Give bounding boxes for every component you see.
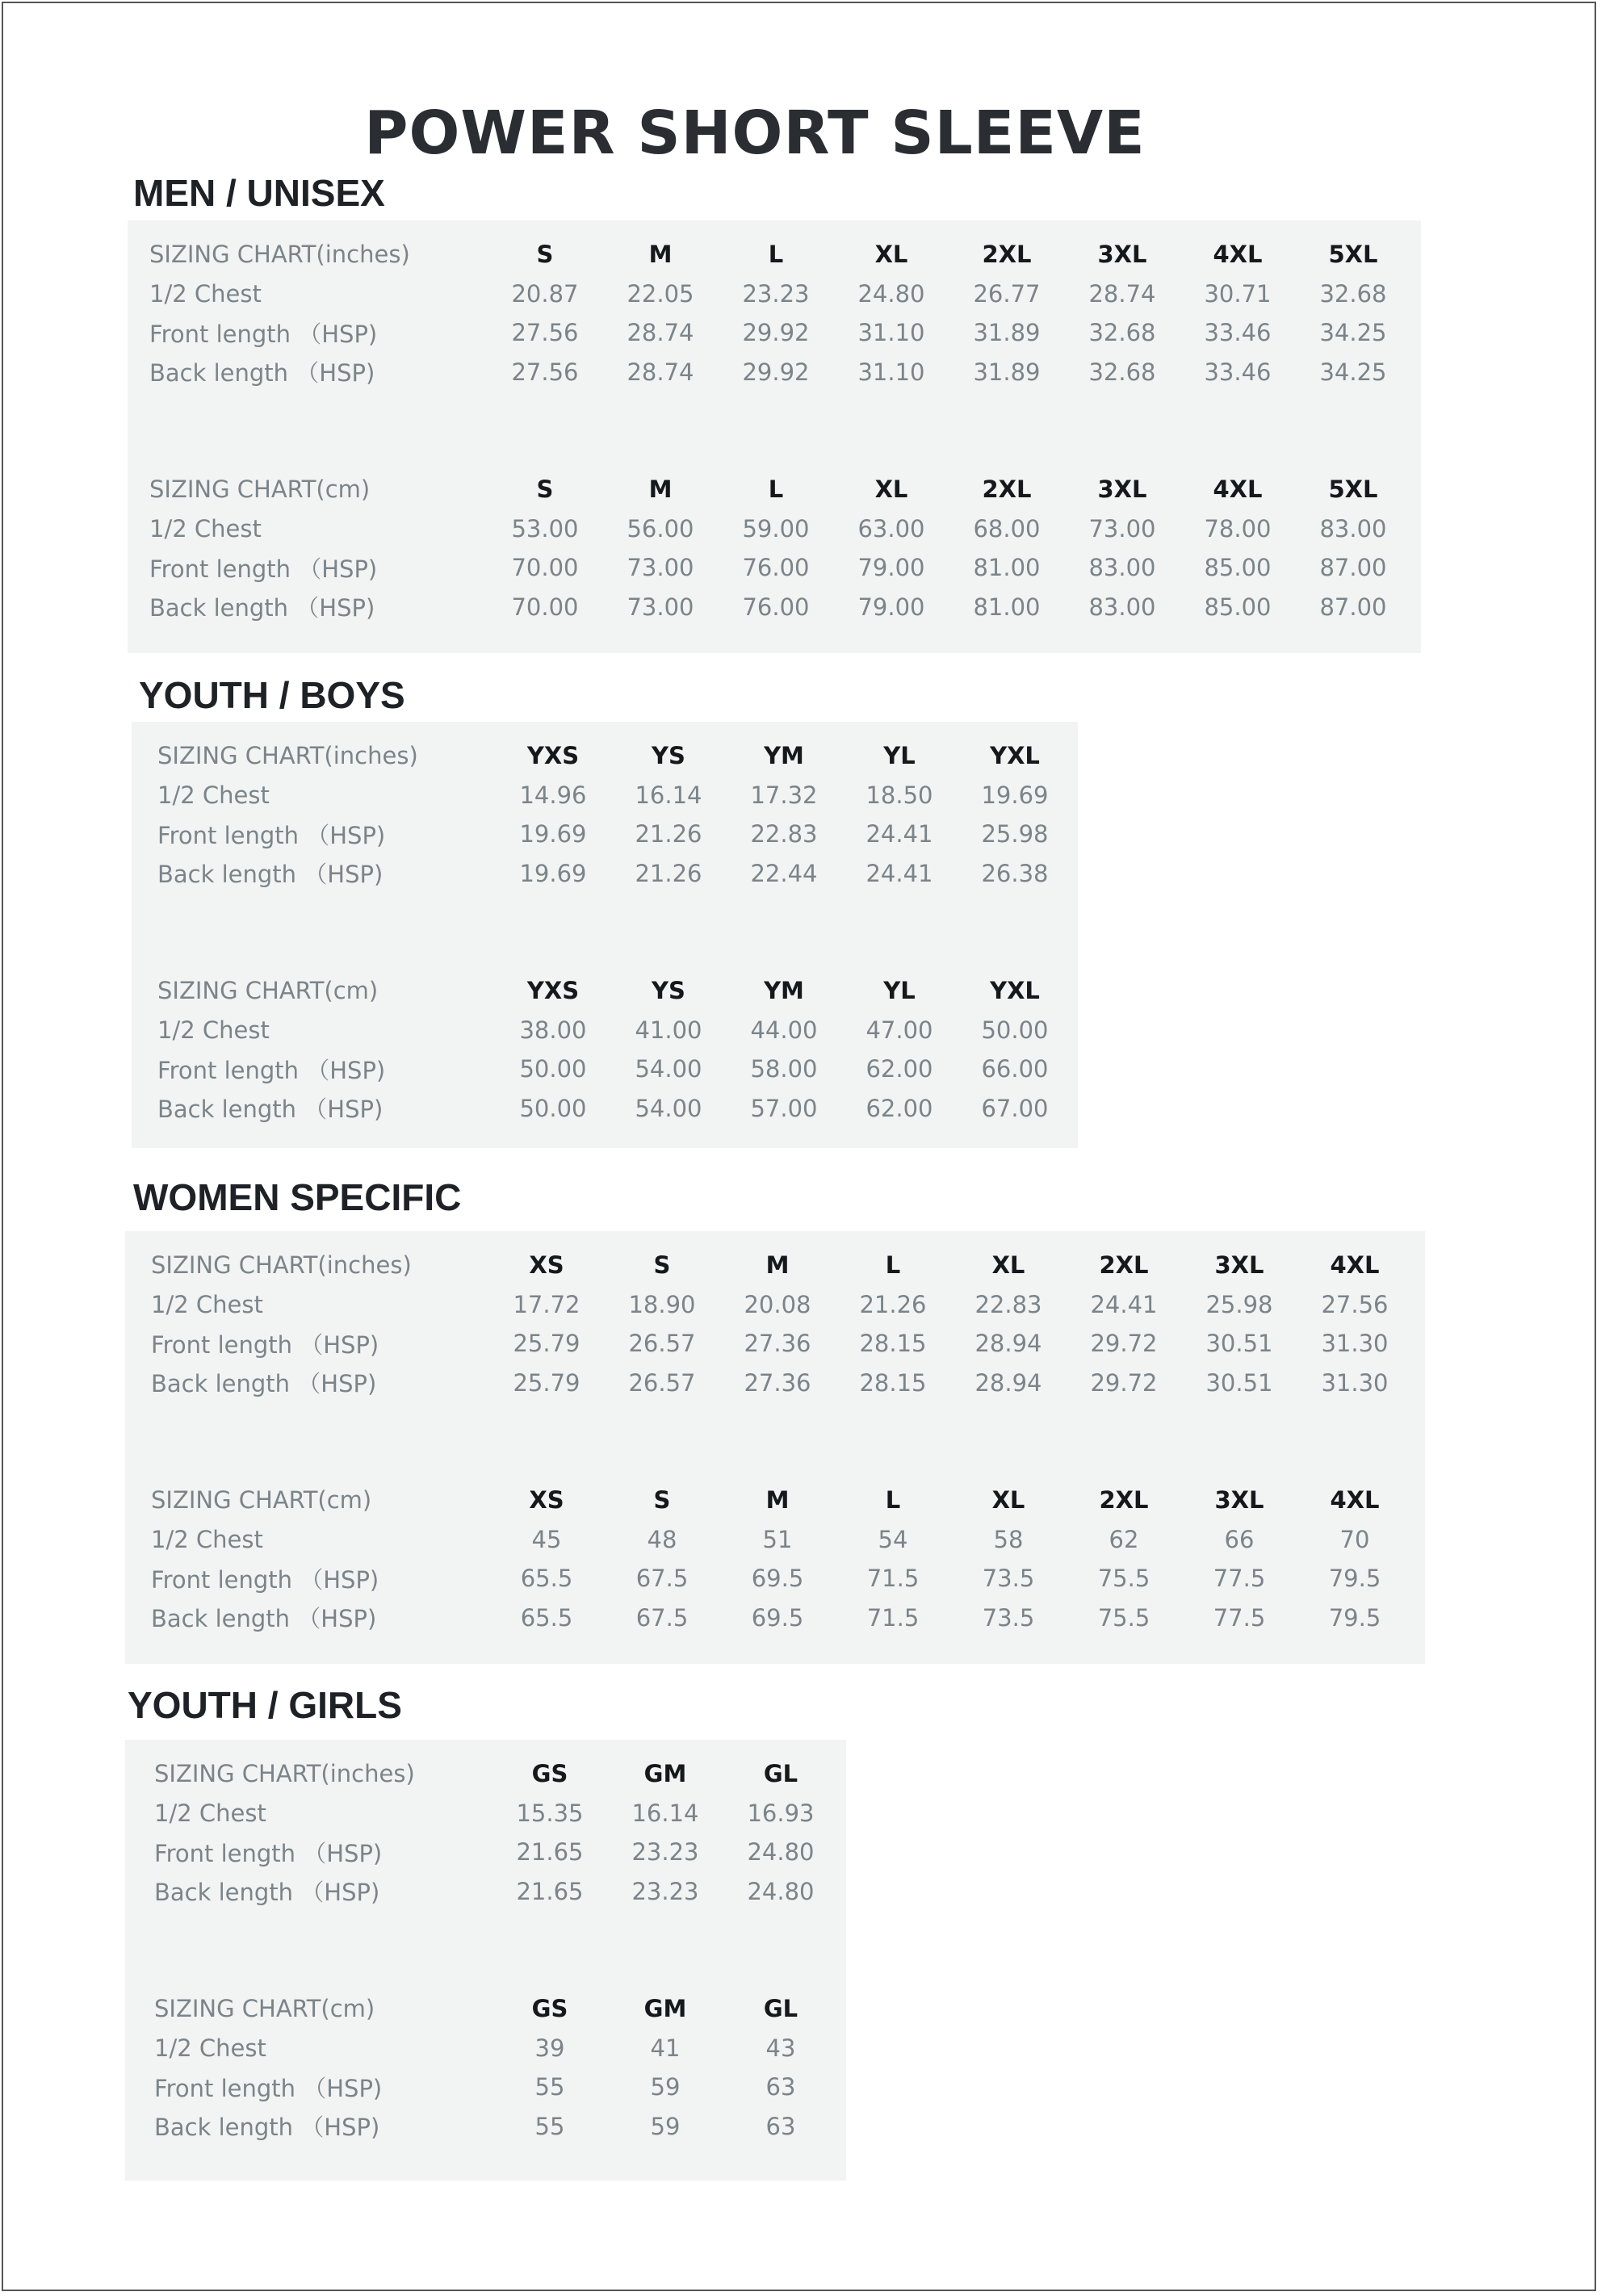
measurement-value: 27.56 [511, 319, 579, 347]
measurement-value: 78.00 [1204, 514, 1272, 543]
measurement-value: 26.57 [628, 1330, 696, 1358]
measurement-value: 62 [1109, 1525, 1139, 1553]
women-specific-heading: WOMEN SPECIFIC [133, 1176, 462, 1218]
measurement-value: 22.05 [627, 279, 694, 308]
measurement-label: Front length （HSP) [149, 320, 378, 348]
measurement-label: Front length （HSP) [157, 1056, 386, 1084]
measurement-value: 21.26 [859, 1290, 927, 1318]
measurement-value: 67.5 [635, 1603, 689, 1632]
measurement-value: 28.94 [974, 1368, 1042, 1397]
size-column-header: 3XL [1097, 241, 1147, 269]
measurement-value: 29.72 [1090, 1368, 1158, 1397]
measurement-value: 69.5 [751, 1603, 804, 1632]
sizing-chart-header: SIZING CHART(inches) [154, 1760, 415, 1788]
measurement-value: 51 [762, 1525, 793, 1553]
table-header-row [151, 1481, 1413, 1520]
measurement-value: 25.98 [981, 820, 1049, 848]
sizing-chart-header: SIZING CHART(cm) [154, 1995, 375, 2023]
measurement-label: Front length （HSP) [151, 1565, 379, 1594]
measurement-value: 85.00 [1204, 593, 1272, 621]
measurement-value: 73.00 [627, 593, 694, 621]
table-row [151, 1285, 1413, 1325]
youth-boys-inches-table [157, 736, 1073, 893]
measurement-value: 73.5 [982, 1565, 1035, 1593]
size-column-header: S [653, 1251, 671, 1280]
measurement-value: 16.14 [631, 1799, 699, 1827]
measurement-value: 83.00 [1088, 593, 1156, 621]
measurement-value: 79.00 [857, 593, 925, 621]
size-column-header: 2XL [982, 241, 1032, 269]
measurement-label: 1/2 Chest [151, 1290, 263, 1318]
size-column-header: YL [883, 977, 916, 1005]
size-column-header: XL [874, 241, 908, 269]
sizing-chart-header: SIZING CHART(inches) [157, 742, 418, 770]
measurement-value: 22.83 [974, 1290, 1042, 1318]
table-row [151, 1520, 1413, 1560]
measurement-label: Back length （HSP) [154, 2114, 380, 2142]
size-column-header: 5XL [1328, 241, 1378, 269]
size-column-header: M [765, 1251, 790, 1280]
page-title: POWER SHORT SLEEVE [364, 98, 1146, 168]
table-row [154, 2029, 839, 2068]
table-row [157, 815, 1073, 854]
measurement-label: Back length （HSP) [157, 861, 383, 889]
measurement-value: 67.5 [635, 1565, 689, 1593]
measurement-value: 50.00 [519, 1055, 587, 1083]
men-unisex-heading: MEN / UNISEX [133, 172, 385, 214]
measurement-value: 16.93 [747, 1799, 815, 1827]
measurement-value: 19.69 [519, 859, 587, 887]
measurement-value: 66.00 [981, 1055, 1049, 1083]
measurement-label: Front length （HSP) [154, 1839, 383, 1867]
measurement-value: 44.00 [750, 1016, 818, 1044]
measurement-value: 26.77 [973, 279, 1041, 308]
measurement-value: 23.23 [631, 1877, 699, 1905]
measurement-value: 75.5 [1097, 1565, 1150, 1593]
size-column-header: XL [991, 1251, 1025, 1280]
table-row [149, 509, 1411, 549]
table-row [149, 353, 1411, 392]
youth-boys-cm-table [157, 971, 1073, 1128]
table-row [154, 2107, 839, 2147]
measurement-value: 54 [878, 1525, 908, 1553]
size-column-header: 3XL [1214, 1486, 1264, 1515]
measurement-value: 79.5 [1328, 1603, 1381, 1632]
sizing-chart-header: SIZING CHART(inches) [149, 241, 410, 269]
size-column-header: 4XL [1213, 476, 1263, 504]
measurement-value: 21.65 [516, 1877, 584, 1905]
measurement-value: 31.30 [1321, 1368, 1389, 1397]
measurement-value: 58.00 [750, 1055, 818, 1083]
table-row [157, 776, 1073, 815]
measurement-value: 73.00 [627, 554, 694, 582]
measurement-value: 34.25 [1319, 319, 1387, 347]
measurement-value: 28.15 [859, 1330, 927, 1358]
measurement-value: 70 [1339, 1525, 1370, 1553]
measurement-value: 68.00 [973, 514, 1041, 543]
size-column-header: 4XL [1330, 1486, 1380, 1515]
size-column-header: M [648, 241, 673, 269]
measurement-value: 23.23 [631, 1838, 699, 1867]
measurement-value: 29.92 [742, 319, 810, 347]
measurement-value: 76.00 [742, 554, 810, 582]
measurement-value: 31.10 [857, 319, 925, 347]
measurement-value: 27.56 [511, 358, 579, 386]
measurement-label: 1/2 Chest [157, 1016, 270, 1044]
size-column-header: 4XL [1213, 241, 1263, 269]
table-header-row [154, 1754, 839, 1794]
measurement-value: 27.36 [744, 1368, 811, 1397]
measurement-value: 70.00 [511, 554, 579, 582]
measurement-value: 76.00 [742, 593, 810, 621]
size-column-header: YXS [526, 977, 580, 1005]
measurement-value: 33.46 [1204, 358, 1272, 386]
measurement-value: 71.5 [866, 1565, 920, 1593]
measurement-value: 20.08 [744, 1290, 811, 1318]
measurement-value: 83.00 [1088, 554, 1156, 582]
measurement-value: 75.5 [1097, 1603, 1150, 1632]
size-column-header: M [648, 476, 673, 504]
measurement-value: 14.96 [519, 781, 587, 809]
measurement-value: 29.92 [742, 358, 810, 386]
table-row [157, 1089, 1073, 1129]
size-column-header: YM [764, 977, 804, 1005]
measurement-value: 22.44 [750, 859, 818, 887]
measurement-label: 1/2 Chest [151, 1525, 263, 1553]
measurement-value: 30.51 [1205, 1368, 1273, 1397]
measurement-value: 31.89 [973, 319, 1041, 347]
measurement-value: 81.00 [973, 554, 1041, 582]
measurement-value: 79.00 [857, 554, 925, 582]
measurement-value: 18.50 [865, 781, 933, 809]
size-column-header: YM [764, 742, 804, 770]
measurement-value: 31.89 [973, 358, 1041, 386]
measurement-value: 26.38 [981, 859, 1049, 887]
measurement-value: 73.00 [1088, 514, 1156, 543]
table-row [157, 1011, 1073, 1050]
table-row [151, 1364, 1413, 1403]
measurement-value: 28.15 [859, 1368, 927, 1397]
size-column-header: YS [652, 977, 685, 1005]
youth-girls-heading: YOUTH / GIRLS [128, 1684, 402, 1726]
table-row [157, 1050, 1073, 1089]
measurement-value: 15.35 [516, 1799, 584, 1827]
measurement-value: 41.00 [635, 1016, 702, 1044]
table-header-row [149, 470, 1411, 509]
size-column-header: GM [643, 1760, 687, 1788]
size-column-header: S [536, 241, 554, 269]
women-specific-inches-table [151, 1246, 1413, 1402]
table-row [151, 1598, 1413, 1638]
size-column-header: L [885, 1486, 901, 1515]
youth-girls-cm-table [154, 1989, 839, 2146]
size-column-header: GS [531, 1760, 568, 1788]
table-header-row [149, 235, 1411, 274]
measurement-label: Front length （HSP) [154, 2074, 383, 2102]
measurement-value: 77.5 [1213, 1565, 1266, 1593]
measurement-label: Front length （HSP) [151, 1330, 379, 1359]
measurement-value: 19.69 [981, 781, 1049, 809]
table-row [149, 588, 1411, 627]
measurement-value: 48 [647, 1525, 677, 1553]
measurement-value: 69.5 [751, 1565, 804, 1593]
measurement-value: 71.5 [866, 1603, 920, 1632]
measurement-value: 79.5 [1328, 1565, 1381, 1593]
measurement-value: 30.51 [1205, 1330, 1273, 1358]
size-column-header: YXL [990, 742, 1040, 770]
measurement-value: 57.00 [750, 1094, 818, 1122]
measurement-label: 1/2 Chest [149, 514, 262, 543]
table-row [151, 1559, 1413, 1598]
measurement-value: 31.10 [857, 358, 925, 386]
measurement-value: 17.32 [750, 781, 818, 809]
size-column-header: YL [883, 742, 916, 770]
measurement-value: 62.00 [865, 1094, 933, 1122]
measurement-value: 63 [765, 2073, 796, 2101]
measurement-label: 1/2 Chest [149, 279, 262, 308]
measurement-value: 31.30 [1321, 1330, 1389, 1358]
size-column-header: 5XL [1328, 476, 1378, 504]
measurement-value: 28.74 [1088, 279, 1156, 308]
size-column-header: XS [529, 1251, 564, 1280]
table-header-row [154, 1989, 839, 2029]
measurement-value: 65.5 [520, 1565, 573, 1593]
measurement-value: 58 [993, 1525, 1024, 1553]
measurement-value: 24.80 [747, 1838, 815, 1867]
measurement-label: Front length （HSP) [149, 555, 378, 583]
size-column-header: 2XL [1099, 1486, 1149, 1515]
measurement-value: 32.68 [1088, 319, 1156, 347]
measurement-value: 27.56 [1321, 1290, 1389, 1318]
measurement-value: 32.68 [1088, 358, 1156, 386]
size-column-header: XL [874, 476, 908, 504]
measurement-value: 39 [534, 2034, 565, 2062]
measurement-value: 65.5 [520, 1603, 573, 1632]
measurement-value: 50.00 [981, 1016, 1049, 1044]
measurement-value: 26.57 [628, 1368, 696, 1397]
sizing-chart-header: SIZING CHART(inches) [151, 1251, 412, 1280]
size-column-header: L [768, 476, 784, 504]
measurement-value: 63 [765, 2112, 796, 2140]
measurement-value: 22.83 [750, 820, 818, 848]
size-column-header: YXL [990, 977, 1040, 1005]
measurement-value: 23.23 [742, 279, 810, 308]
size-column-header: YXS [526, 742, 580, 770]
table-row [154, 1833, 839, 1872]
table-row [149, 548, 1411, 588]
size-column-header: S [536, 476, 554, 504]
measurement-value: 54.00 [635, 1094, 702, 1122]
size-column-header: S [653, 1486, 671, 1515]
measurement-value: 33.46 [1204, 319, 1272, 347]
size-column-header: GM [643, 1995, 687, 2023]
table-row [154, 1794, 839, 1833]
sizing-chart-header: SIZING CHART(cm) [149, 476, 371, 504]
measurement-value: 25.98 [1205, 1290, 1273, 1318]
measurement-value: 21.65 [516, 1838, 584, 1867]
measurement-value: 47.00 [865, 1016, 933, 1044]
measurement-label: Back length （HSP) [157, 1096, 383, 1124]
measurement-label: 1/2 Chest [154, 2034, 266, 2062]
measurement-value: 54.00 [635, 1055, 702, 1083]
size-column-header: GS [531, 1995, 568, 2023]
size-column-header: 3XL [1097, 476, 1147, 504]
measurement-value: 66 [1224, 1525, 1255, 1553]
measurement-value: 55 [534, 2073, 565, 2101]
measurement-value: 24.41 [865, 859, 933, 887]
measurement-value: 70.00 [511, 593, 579, 621]
measurement-value: 24.80 [747, 1877, 815, 1905]
sizing-chart-header: SIZING CHART(cm) [151, 1486, 372, 1515]
measurement-value: 87.00 [1319, 554, 1387, 582]
measurement-value: 45 [531, 1525, 562, 1553]
size-column-header: XS [529, 1486, 564, 1515]
sizing-chart-header: SIZING CHART(cm) [157, 977, 379, 1005]
measurement-value: 83.00 [1319, 514, 1387, 543]
measurement-label: Front length （HSP) [157, 821, 386, 849]
measurement-value: 28.74 [627, 358, 694, 386]
table-row [157, 854, 1073, 894]
size-column-header: XL [991, 1486, 1025, 1515]
measurement-label: Back length （HSP) [149, 359, 375, 388]
measurement-value: 19.69 [519, 820, 587, 848]
measurement-label: Back length （HSP) [151, 1370, 377, 1398]
measurement-label: 1/2 Chest [154, 1799, 266, 1827]
table-row [154, 2068, 839, 2107]
measurement-value: 59 [650, 2073, 681, 2101]
table-row [149, 274, 1411, 314]
measurement-value: 17.72 [513, 1290, 580, 1318]
table-row [149, 313, 1411, 353]
men-unisex-cm-table [149, 470, 1411, 626]
size-column-header: GL [763, 1995, 798, 2023]
measurement-label: 1/2 Chest [157, 781, 270, 809]
measurement-value: 63.00 [857, 514, 925, 543]
measurement-value: 50.00 [519, 1094, 587, 1122]
measurement-value: 59 [650, 2112, 681, 2140]
measurement-value: 56.00 [627, 514, 694, 543]
size-column-header: 2XL [982, 476, 1032, 504]
measurement-value: 85.00 [1204, 554, 1272, 582]
measurement-value: 16.14 [635, 781, 702, 809]
measurement-value: 27.36 [744, 1330, 811, 1358]
measurement-value: 55 [534, 2112, 565, 2140]
measurement-label: Back length （HSP) [154, 1879, 380, 1907]
measurement-value: 25.79 [513, 1368, 580, 1397]
size-column-header: M [765, 1486, 790, 1515]
measurement-value: 77.5 [1213, 1603, 1266, 1632]
measurement-value: 81.00 [973, 593, 1041, 621]
measurement-value: 18.90 [628, 1290, 696, 1318]
size-column-header: YS [652, 742, 685, 770]
youth-girls-inches-table [154, 1754, 839, 1911]
table-row [154, 1872, 839, 1912]
measurement-value: 32.68 [1319, 279, 1387, 308]
men-unisex-inches-table [149, 235, 1411, 392]
measurement-value: 59.00 [742, 514, 810, 543]
measurement-value: 28.94 [974, 1330, 1042, 1358]
size-column-header: 2XL [1099, 1251, 1149, 1280]
measurement-value: 34.25 [1319, 358, 1387, 386]
measurement-value: 24.80 [857, 279, 925, 308]
measurement-value: 24.41 [1090, 1290, 1158, 1318]
size-column-header: 3XL [1214, 1251, 1264, 1280]
measurement-value: 24.41 [865, 820, 933, 848]
measurement-value: 53.00 [511, 514, 579, 543]
table-header-row [151, 1246, 1413, 1285]
measurement-value: 28.74 [627, 319, 694, 347]
measurement-value: 43 [765, 2034, 796, 2062]
table-header-row [157, 971, 1073, 1011]
women-specific-cm-table [151, 1481, 1413, 1637]
measurement-value: 30.71 [1204, 279, 1272, 308]
measurement-value: 25.79 [513, 1330, 580, 1358]
table-header-row [157, 736, 1073, 776]
measurement-value: 21.26 [635, 859, 702, 887]
size-column-header: L [768, 241, 784, 269]
size-column-header: GL [763, 1760, 798, 1788]
size-column-header: L [885, 1251, 901, 1280]
measurement-value: 20.87 [511, 279, 579, 308]
measurement-value: 29.72 [1090, 1330, 1158, 1358]
measurement-value: 62.00 [865, 1055, 933, 1083]
measurement-value: 21.26 [635, 820, 702, 848]
measurement-label: Back length （HSP) [151, 1605, 377, 1633]
measurement-value: 67.00 [981, 1094, 1049, 1122]
measurement-label: Back length （HSP) [149, 594, 375, 622]
size-column-header: 4XL [1330, 1251, 1380, 1280]
measurement-value: 73.5 [982, 1603, 1035, 1632]
table-row [151, 1324, 1413, 1364]
measurement-value: 41 [650, 2034, 681, 2062]
measurement-value: 87.00 [1319, 593, 1387, 621]
youth-boys-heading: YOUTH / BOYS [139, 674, 405, 716]
measurement-value: 38.00 [519, 1016, 587, 1044]
